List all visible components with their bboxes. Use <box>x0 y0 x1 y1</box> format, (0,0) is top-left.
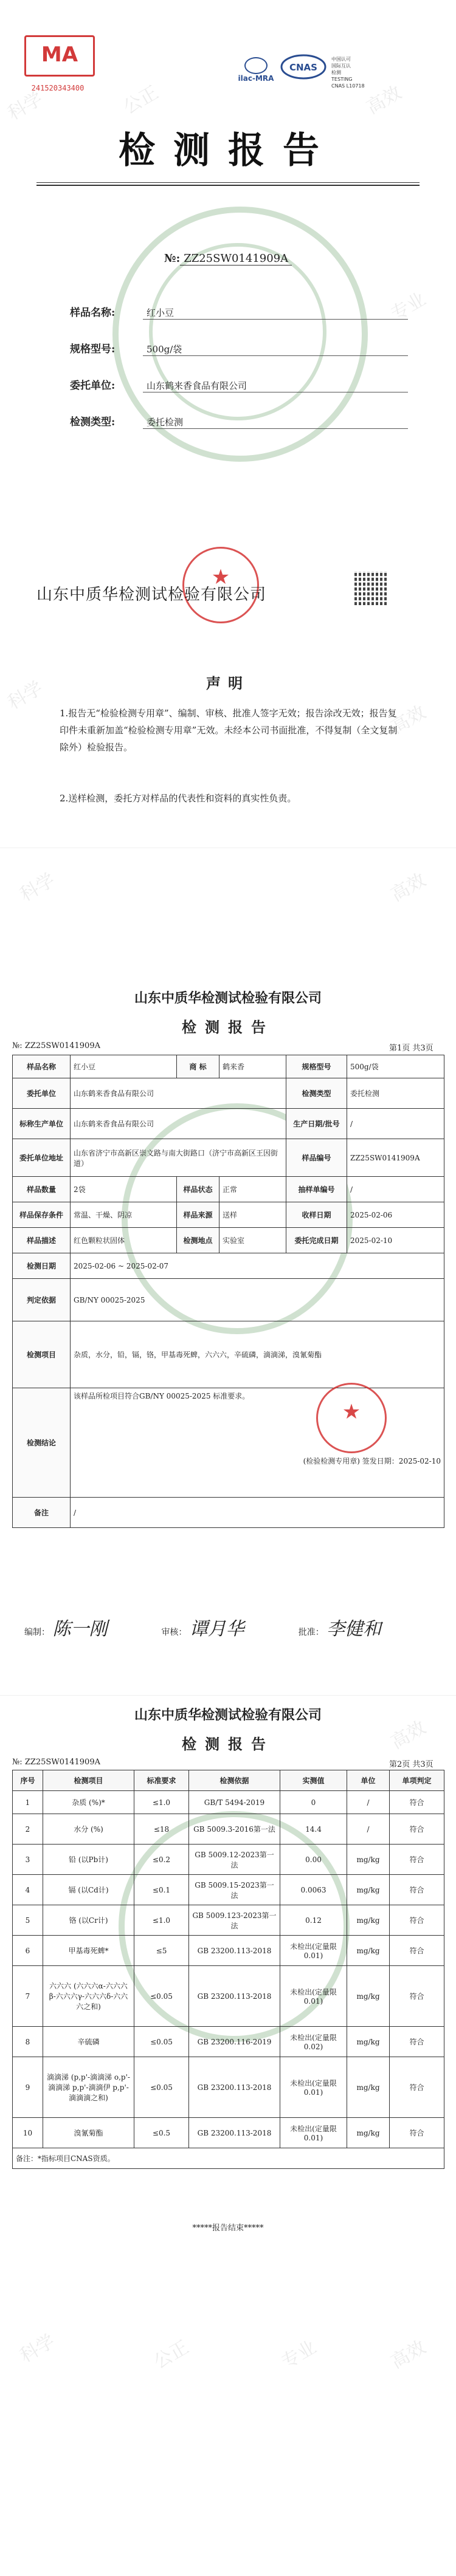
table-row: 1 杂质 (%)* ≤1.0 GB/T 5494-2019 0 / 符合 <box>13 1791 444 1814</box>
declaration-item: 1.报告无“检验检测专用章”、编制、审核、批准人签字无效；报告涂改无效；报告复印件未重新加盖“检验检测专用章”无效。未经本公司书面批准，不得复制（全文复制除外）检验报告。 <box>60 708 398 753</box>
table-row: 检测日期 2025-02-06 ~ 2025-02-07 <box>13 1253 444 1279</box>
approved-by-signature: 李健和 <box>326 1619 382 1640</box>
watermark-text: 高效 <box>363 81 406 119</box>
watermark-text: 科学 <box>16 2330 59 2368</box>
cma-logo: MA <box>24 35 95 77</box>
company-name: 山东中质华检测试检验有限公司 <box>134 1708 322 1723</box>
declaration-item: 2.送样检测，委托方对样品的代表性和资料的真实性负责。 <box>60 793 297 804</box>
ilac-mra-logo <box>237 57 275 81</box>
sample-info-table <box>12 1055 444 1528</box>
cnas-accreditation-text: 中国认可 国际互认 检测 TESTING CNAS L10718 <box>331 57 365 89</box>
table-row: 7 六六六 (六六六α-六六六β-六六六γ-六六六δ-六六六之和) ≤0.05 GB 23200.113-2018 未检出(定量限0.01) mg/kg 符合 <box>13 1966 444 2027</box>
watermark-text: 高效 <box>387 869 430 906</box>
table-note: 备注：*指标项目CNAS资质。 <box>13 2148 444 2169</box>
report-results-page <box>0 1695 456 2576</box>
qr-code-pattern <box>354 571 389 605</box>
approved-by-label: 批准： <box>298 1628 324 1637</box>
client-row: 委托单位: 山东鹤来香食品有限公司 <box>70 377 408 392</box>
table-row: 样品名称 红小豆 商 标 鹤来香 规格型号 500g/袋 <box>13 1055 444 1078</box>
watermark-text: 科学 <box>16 869 59 906</box>
prepared-by-signature: 陈一刚 <box>52 1619 108 1640</box>
table-row: 9 滴滴涕 (p,p'-滴滴涕 o,p'-滴滴涕 p,p'-滴滴伊 p,p'-滴滴滴之和) ≤0.05 GB 23200.113-2018 未检出(定量限0.01) mg/kg 符合 <box>13 2057 444 2118</box>
table-row <box>13 2148 444 2169</box>
report-title: 检测报告 <box>119 129 337 172</box>
star-icon: ★ <box>342 1400 361 1424</box>
table-row: 委托单位 山东鹤来香食品有限公司 检测类型 委托检测 <box>13 1078 444 1109</box>
watermark-text: 高效 <box>387 701 430 739</box>
star-icon: ★ <box>211 565 230 589</box>
table-header-row: 序号 检测项目 标准要求 检测依据 实测值 单位 单项判定 <box>13 1770 444 1791</box>
divider <box>36 182 420 183</box>
report-end-marker: *****报告结束***** <box>192 2224 264 2233</box>
table-row: 检测项目 杂质，水分，铅，镉，铬，甲基毒死蜱，六六六，辛硫磷，滴滴涕，溴氰菊酯 <box>13 1321 444 1388</box>
company-name: 山东中质华检测试检验有限公司 <box>134 991 322 1006</box>
table-row: 5 铬 (以Cr计) ≤1.0 GB 5009.123-2023第一法 0.12 mg/kg 符合 <box>13 1905 444 1936</box>
report-number: №: ZZ25SW0141909A <box>164 252 292 265</box>
ilac-label: ilac-MRA <box>238 74 274 83</box>
watermark-text: 科学 <box>4 677 47 714</box>
table-row: 标称生产单位 山东鹤来香食品有限公司 生产日期/批号 / <box>13 1109 444 1139</box>
table-row: 6 甲基毒死蜱* ≤5 GB 23200.113-2018 未检出(定量限0.01) mg/kg 符合 <box>13 1936 444 1966</box>
table-row: 样品保存条件 常温、干燥、阴凉 样品来源 送样 收样日期 2025-02-06 <box>13 1202 444 1228</box>
sample-name-row: 样品名称: 红小豆 <box>70 304 408 320</box>
issue-date: (检验检测专用章) 签发日期：2025-02-10 <box>303 1457 441 1465</box>
table-row: 委托单位地址 山东省济宁市高新区崇文路与南大街路口（济宁市高新区王因街道） 样品编号 ZZ25SW0141909A <box>13 1139 444 1177</box>
cma-code: 241520343400 <box>31 84 85 92</box>
table-row: 8 辛硫磷 ≤0.05 GB 23200.116-2019 未检出(定量限0.02) mg/kg 符合 <box>13 2027 444 2057</box>
watermark-text: 专业 <box>278 2336 320 2374</box>
table-row: 判定依据 GB/NY 00025-2025 <box>13 1279 444 1321</box>
cnas-label: CNAS <box>289 62 317 73</box>
declaration-title: 声明 <box>206 675 250 692</box>
conclusion-text: 该样品所检项目符合GB/NY 00025-2025 标准要求。 <box>74 1392 250 1400</box>
report-number: №: ZZ25SW0141909A <box>12 1758 100 1767</box>
reviewed-by-label: 审核： <box>161 1628 187 1637</box>
results-table <box>12 1770 444 2169</box>
watermark-text: 公正 <box>120 81 162 119</box>
watermark-text: 高效 <box>387 2336 430 2374</box>
table-row: 10 溴氰菊酯 ≤0.5 GB 23200.113-2018 未检出(定量限0.01) mg/kg 符合 <box>13 2118 444 2148</box>
table-row: 4 镉 (以Cd计) ≤0.1 GB 5009.15-2023第一法 0.0063 mg/kg 符合 <box>13 1875 444 1905</box>
report-summary-page <box>0 848 456 1696</box>
signature-row <box>24 1614 444 1640</box>
watermark-text: 专业 <box>387 288 430 326</box>
table-row: 检测结论 该样品所检项目符合GB/NY 00025-2025 标准要求。 (检验检测专用章) 签发日期：2025-02-10 <box>13 1388 444 1498</box>
company-name: 山东中质华检测试检验有限公司 <box>36 586 267 604</box>
reviewed-by-signature: 谭月华 <box>189 1619 244 1640</box>
cnas-logo <box>280 53 327 80</box>
prepared-by-label: 编制： <box>24 1628 50 1637</box>
red-test-seal <box>316 1383 387 1453</box>
table-row: 2 水分 (%) ≤18 GB 5009.3-2016第一法 14.4 / 符合 <box>13 1814 444 1845</box>
watermark-text: 高效 <box>387 1716 430 1754</box>
seal-watermark-inner <box>149 243 326 420</box>
watermark-text: 科学 <box>4 87 47 125</box>
watermark-text: 公正 <box>150 2336 193 2374</box>
report-title: 检测报告 <box>182 1019 274 1036</box>
page-number: 第2页 共3页 <box>389 1760 434 1769</box>
report-number: №: ZZ25SW0141909A <box>12 1041 100 1050</box>
globe-icon <box>244 57 268 74</box>
specification-row: 规格型号: 500g/袋 <box>70 340 408 356</box>
divider <box>36 185 420 186</box>
table-row: 备注 / <box>13 1498 444 1528</box>
table-row: 样品描述 红色颗粒状固体 检测地点 实验室 委托完成日期 2025-02-10 <box>13 1228 444 1253</box>
test-type-row: 检测类型: 委托检测 <box>70 413 408 429</box>
table-row: 样品数量 2袋 样品状态 正常 抽样单编号 / <box>13 1177 444 1202</box>
table-row: 3 铅 (以Pb计) ≤0.2 GB 5009.12-2023第一法 0.00 mg/kg 符合 <box>13 1845 444 1875</box>
report-title: 检测报告 <box>182 1736 274 1753</box>
page-number: 第1页 共3页 <box>389 1044 434 1053</box>
report-cover-page <box>0 0 456 844</box>
